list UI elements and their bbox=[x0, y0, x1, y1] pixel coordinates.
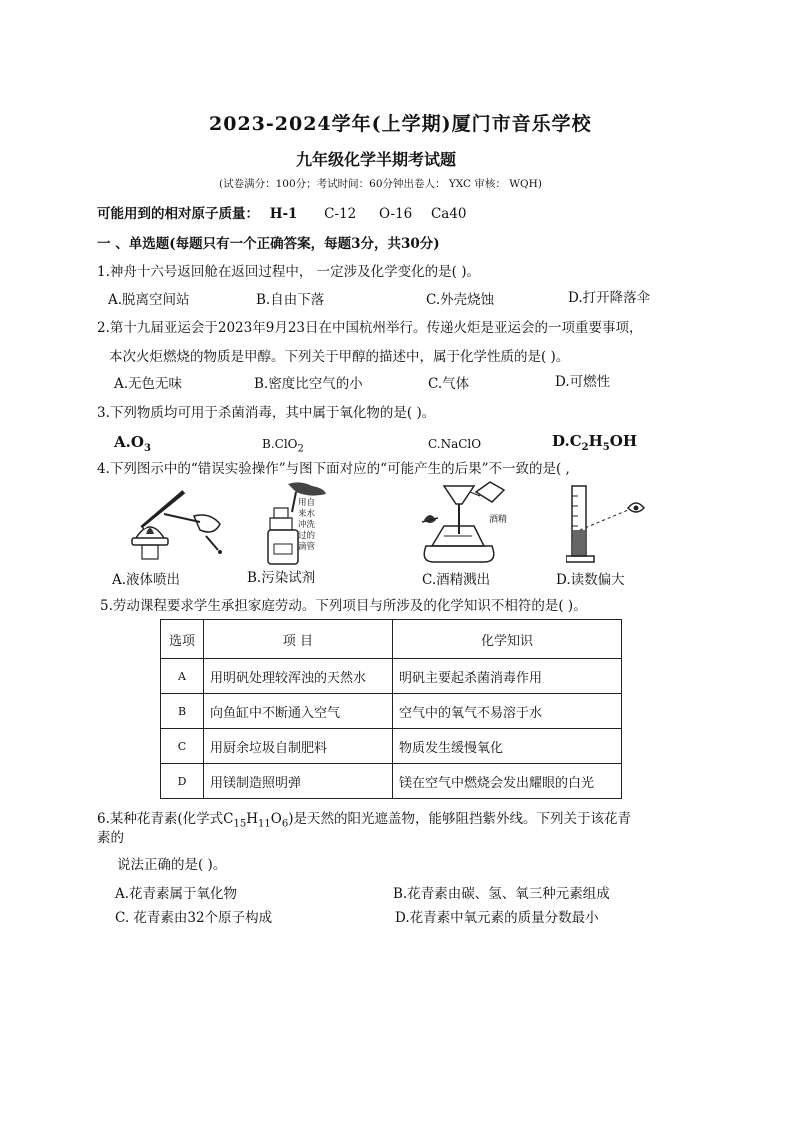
q6-option-c: C. 花青素由32个原子构成 bbox=[115, 910, 273, 926]
q2-option-d: D.可燃性 bbox=[555, 374, 611, 390]
table-cell-option: B bbox=[161, 694, 204, 729]
table-cell-knowledge: 明矾主要起杀菌消毒作用 bbox=[393, 659, 622, 694]
exam-title: 2023-2024学年(上学期)厦门市音乐学校 bbox=[209, 113, 592, 135]
q1-option-d: D.打开降落伞 bbox=[568, 290, 651, 306]
table-cell-knowledge: 镁在空气中燃烧会发出耀眼的白光 bbox=[393, 764, 622, 799]
q6-option-b: B.花青素由碳、氢、氧三种元素组成 bbox=[393, 886, 610, 902]
table-cell-project: 向鱼缸中不断通入空气 bbox=[204, 694, 393, 729]
q6-line2: 素的 bbox=[97, 830, 124, 846]
table-cell-option: C bbox=[161, 729, 204, 764]
table-cell-option: A bbox=[161, 659, 204, 694]
q6-line3: 说法正确的是( )。 bbox=[117, 857, 227, 873]
figure-c-flask-label: 酒精 bbox=[489, 515, 508, 525]
table-cell-knowledge: 空气中的氧气不易溶于水 bbox=[393, 694, 622, 729]
figure-d-graduated-cylinder bbox=[566, 480, 656, 566]
section-heading: 一 、单选题(每题只有一个正确答案，每题3分，共30分) bbox=[97, 236, 440, 252]
q3-option-c: C.NaClO bbox=[428, 437, 482, 451]
q6-stem: 6.某种花青素(化学式$C_{15}H_{11}O_6$)是天然的阳光遮盖物，能够阻挡紫外线。下列关于该花青 bbox=[97, 811, 631, 830]
table-cell-project: 用镁制造照明弹 bbox=[204, 764, 393, 799]
q5-stem: 5.劳动课程要求学生承担家庭劳动。下列项目与所涉及的化学知识不相符的是( )。 bbox=[100, 598, 587, 614]
table-header-knowledge: 化学知识 bbox=[393, 620, 622, 659]
atomic-mass-line bbox=[97, 205, 467, 223]
q6-option-d: D.花青素中氧元素的质量分数最小 bbox=[395, 910, 599, 926]
q3-option-b: B.ClO$_2$ bbox=[262, 437, 304, 455]
q3-option-d: $D.C_2H_5OH$ bbox=[552, 432, 638, 453]
q1-stem: 1.神舟十六号返回舱在返回过程中， 一定涉及化学变化的是( )。 bbox=[97, 264, 480, 280]
atomic-mass-h: H-1 bbox=[269, 206, 298, 222]
table-row bbox=[161, 659, 622, 694]
q1-option-b: B.自由下落 bbox=[256, 292, 325, 308]
q2-line2: 本次火炬燃烧的物质是甲醇。下列关于甲醇的描述中，属于化学性质的是( )。 bbox=[109, 349, 570, 365]
q4-option-b: B.污染试剂 bbox=[247, 570, 316, 586]
table-header-project: 项 目 bbox=[204, 620, 393, 659]
q2-line1: 2.第十九届亚运会于2023年9月23日在中国杭州举行。传递火炬是亚运会的一项重要事项， bbox=[97, 320, 643, 336]
q1-option-a: A.脱离空间站 bbox=[108, 292, 190, 308]
atomic-mass-o: O-16 bbox=[378, 206, 413, 222]
table-cell-project: 用明矾处理较浑浊的天然水 bbox=[204, 659, 393, 694]
q6-option-a: A.花青素属于氧化物 bbox=[115, 886, 238, 902]
q2-option-b: B.密度比空气的小 bbox=[254, 376, 363, 392]
q4-option-c: C.酒精溅出 bbox=[422, 572, 491, 588]
q2-option-a: A.无色无味 bbox=[114, 376, 183, 392]
atomic-mass-ca: Ca40 bbox=[430, 206, 467, 222]
table-cell-project: 用厨余垃圾自制肥料 bbox=[204, 729, 393, 764]
atomic-mass-label: 可能用到的相对原子质量： bbox=[97, 206, 259, 222]
figure-b-caption: 用自 来水 冲洗 过的 滴管 bbox=[298, 498, 316, 552]
table-header-option: 选项 bbox=[161, 620, 204, 659]
table-row bbox=[161, 694, 622, 729]
q2-option-c: C.气体 bbox=[428, 376, 470, 392]
figure-a-heating-test-tube bbox=[122, 484, 232, 566]
table-row bbox=[161, 764, 622, 799]
exam-subtitle: 九年级化学半期考试题 bbox=[296, 150, 457, 169]
q5-table bbox=[160, 619, 622, 799]
table-row bbox=[161, 729, 622, 764]
q3-option-a: $A.O_3$ bbox=[114, 433, 151, 454]
q3-stem: 3.下列物质均可用于杀菌消毒，其中属于氧化物的是( )。 bbox=[97, 405, 436, 421]
q4-option-a: A.液体喷出 bbox=[112, 572, 181, 588]
exam-info: (试卷满分：100分；考试时间：60分钟出卷人： YXC 审核： WQH) bbox=[219, 178, 542, 190]
q1-option-c: C.外壳烧蚀 bbox=[426, 292, 495, 308]
atomic-mass-c: C-12 bbox=[324, 206, 357, 222]
q4-stem: 4.下列图示中的“错误实验操作”与图下面对应的“可能产生的后果”不一致的是( , bbox=[97, 461, 570, 477]
q4-option-d: D.读数偏大 bbox=[556, 572, 625, 588]
table-header-row bbox=[161, 620, 622, 659]
table-cell-knowledge: 物质发生缓慢氧化 bbox=[393, 729, 622, 764]
table-cell-option: D bbox=[161, 764, 204, 799]
